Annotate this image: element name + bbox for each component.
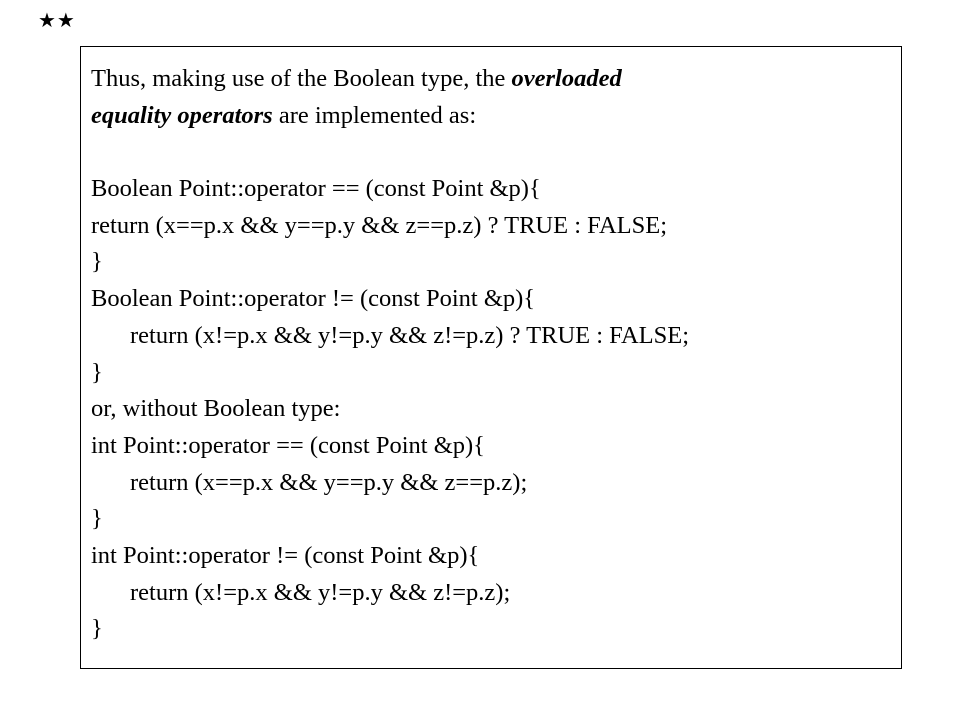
code-line: } [91, 615, 103, 643]
intro-text: Thus, making use of the Boolean type, the [91, 65, 512, 92]
intro-text-suffix: are implemented as: [272, 101, 477, 129]
intro-line-2 [91, 98, 901, 135]
code-line: } [91, 358, 103, 386]
code-line: Boolean Point::operator == (const Point &p){ [91, 175, 541, 203]
code-line: Boolean Point::operator != (const Point &p){ [91, 285, 536, 313]
code-line: return (x==p.x && y==p.y && z==p.z); [130, 468, 528, 496]
code-line: } [91, 248, 103, 276]
rating-stars: ★★ [38, 8, 76, 32]
code-line: return (x!=p.x && y!=p.y && z!=p.z) ? TRUE : FALSE; [130, 321, 690, 349]
emphasis-overloaded: overloaded [511, 65, 622, 92]
code-line: return (x!=p.x && y!=p.y && z!=p.z); [130, 578, 511, 606]
code-line: int Point::operator != (const Point &p){ [91, 541, 480, 569]
content-box [80, 46, 902, 669]
intro-line-1 [91, 61, 901, 98]
spacer [91, 134, 901, 171]
emphasis-equality-operators: equality operators [91, 101, 273, 129]
code-line: int Point::operator == (const Point &p){ [91, 431, 485, 459]
section-note: or, without Boolean type: [91, 395, 341, 423]
code-line: } [91, 505, 103, 533]
code-line: return (x==p.x && y==p.y && z==p.z) ? TRUE : FALSE; [91, 211, 668, 239]
